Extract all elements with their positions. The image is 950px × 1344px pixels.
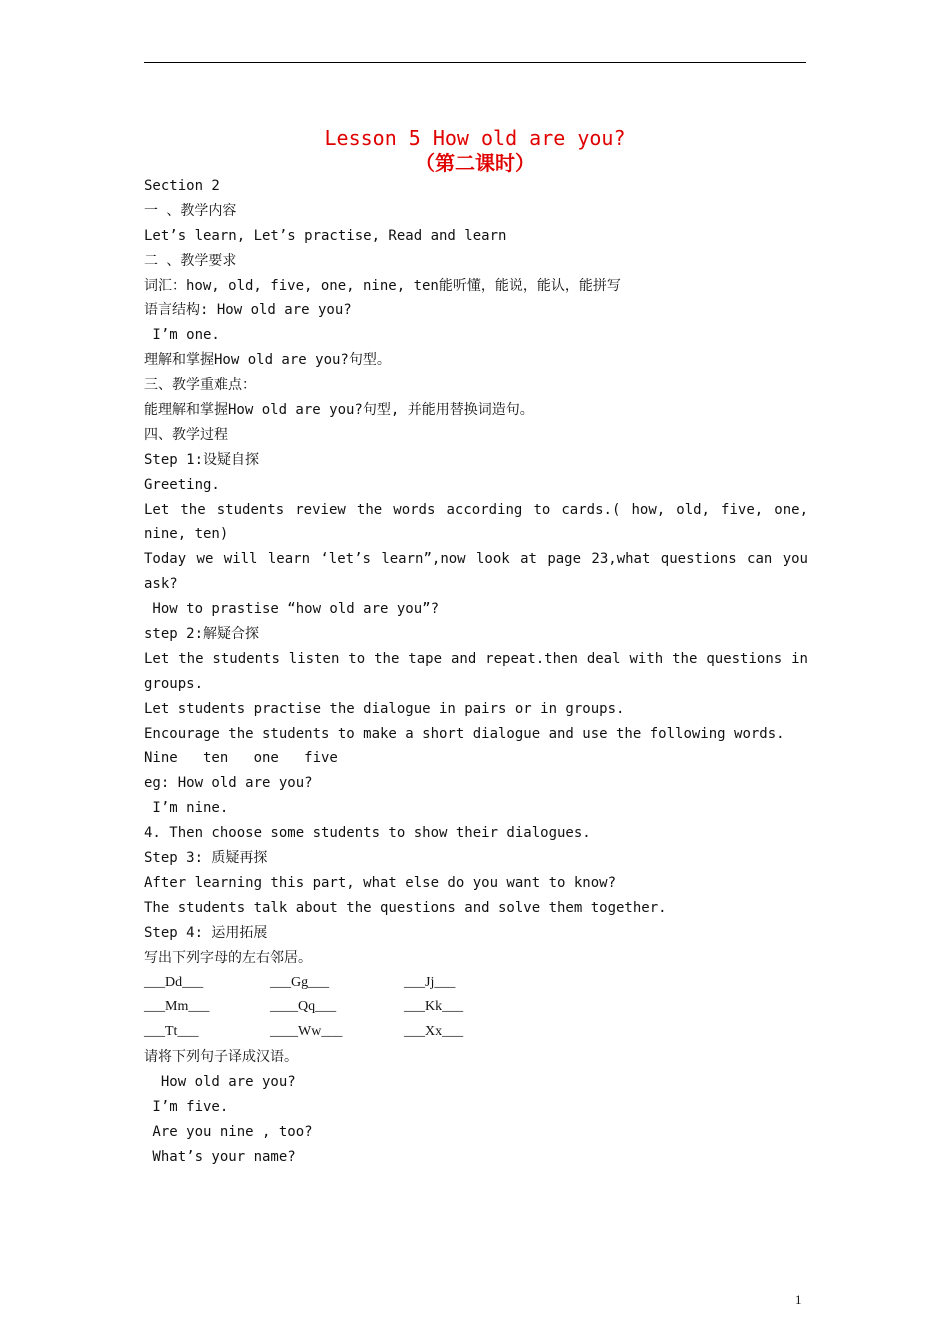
letter-blank: ____Qq___ [270,999,337,1015]
letter-row [144,995,808,1020]
section-heading: 二 、教学要求 [144,252,237,269]
page-number: 1 [795,1292,802,1307]
body-line: I’m one. [144,327,220,344]
body-line: Today we will learn ‘let’s learn”,now look at page 23,what questions can you [144,551,808,568]
word-list: Nine ten one five [144,750,338,767]
letter-blank: ___Tt___ [144,1024,199,1040]
lesson-subtitle: （第二课时） [415,151,535,175]
body-line: Let the students review the words according to cards.( how, old, five, one, [144,501,808,518]
body-line: Greeting. [144,476,220,493]
letter-blank: ___Gg___ [270,974,330,990]
step-heading: Step 1:设疑自探 [144,451,260,468]
body-line: I’m nine. [144,800,229,817]
letter-blank: ___Jj___ [404,974,456,990]
lesson-body [144,174,808,1170]
step-heading: Step 3: 质疑再探 [144,850,268,867]
header-rule [144,62,806,63]
body-line: groups. [144,675,204,692]
lesson-title: Lesson 5 How old are you? [324,126,626,150]
body-line: Let’s learn, Let’s practise, Read and learn [144,227,507,244]
body-line: Let students practise the dialogue in pairs or in groups. [144,700,625,717]
exercise-instruction: 写出下列字母的左右邻居。 [144,949,312,966]
body-line: Section 2 [144,178,220,194]
exercise-sentence: I’m five. [144,1098,229,1115]
body-line: 语言结构: How old are you? [144,302,352,319]
section-heading: 四、教学过程 [144,426,228,443]
body-line: nine, ten) [144,526,229,543]
step-heading: Step 4: 运用拓展 [144,924,268,941]
exercise-sentence: How old are you? [144,1074,296,1091]
body-line: 理解和掌握How old are you?句型。 [144,352,391,369]
body-line: How to prastise “how old are you”? [144,601,440,618]
section-heading: 一 、教学内容 [144,202,237,219]
letter-row [144,971,808,996]
body-line: 能理解和掌握How old are you?句型, 并能用替换词造句。 [144,402,534,419]
section-heading: 三、教学重难点： [144,377,256,394]
letter-blank: ___Dd___ [144,974,204,990]
exercise-instruction: 请将下列句子译成汉语。 [144,1049,298,1066]
letter-blank: ___Mm___ [144,999,210,1015]
step-heading: step 2:解疑合探 [144,626,260,643]
body-line: Let the students listen to the tape and repeat.then deal with the questions in [144,650,808,667]
body-line: The students talk about the questions and solve them together. [144,899,667,916]
body-line: eg: How old are you? [144,775,313,792]
body-line: ask? [144,576,178,593]
body-line: 词汇：how, old, five, one, nine, ten能听懂，能说，能认，能拼写 [144,277,621,294]
body-line: 4. Then choose some students to show their dialogues. [144,825,591,842]
body-line: Encourage the students to make a short dialogue and use the following words. [144,725,785,742]
body-line: After learning this part, what else do you want to know? [144,874,617,891]
exercise-sentence: What’s your name? [144,1148,296,1165]
exercise-sentence: Are you nine , too? [144,1123,313,1140]
letter-blank: ___Kk___ [404,999,464,1015]
letter-blank: ___Xx___ [404,1024,464,1040]
letter-blank: ____Ww___ [270,1024,343,1040]
letter-row [144,1020,808,1045]
